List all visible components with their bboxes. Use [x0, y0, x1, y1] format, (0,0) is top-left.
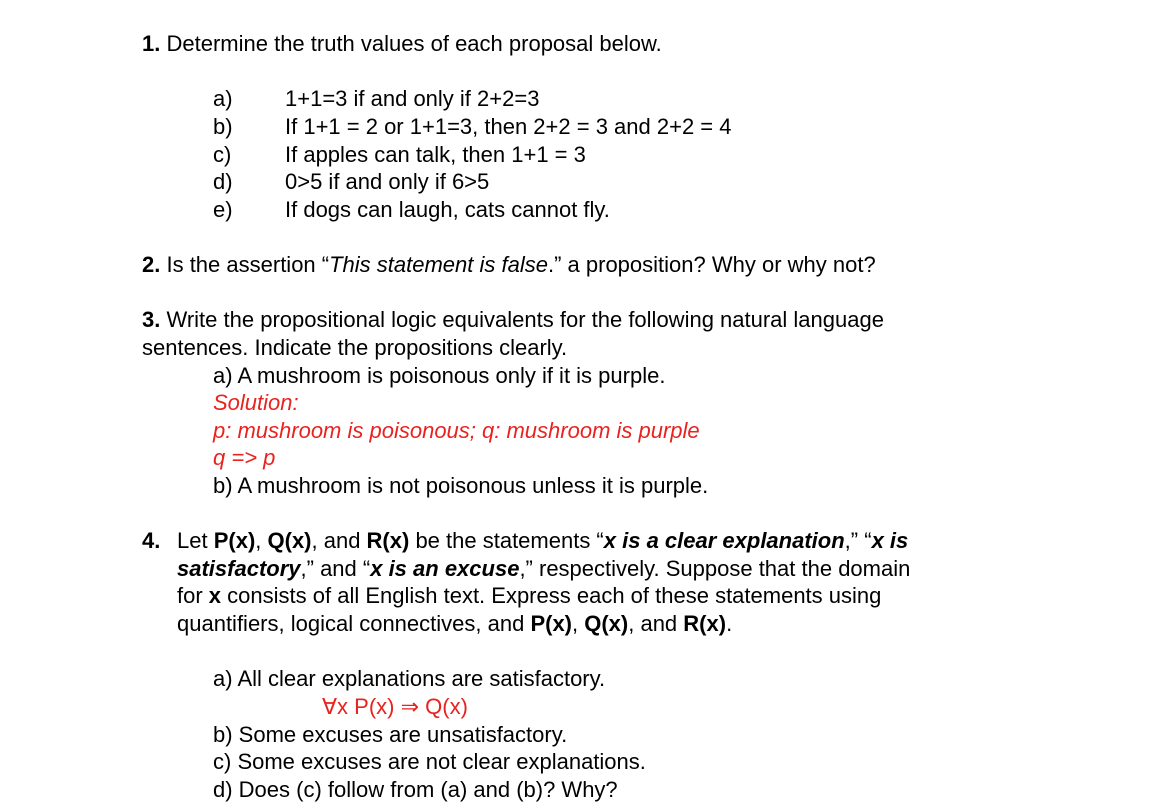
- q4-statement-q-end: satisfactory: [177, 556, 301, 581]
- q4-text: ,” and “: [300, 556, 371, 581]
- q1-item-text: 1+1=3 if and only if 2+2=3: [285, 86, 540, 111]
- q4-text: quantifiers, logical connectives, and: [177, 611, 531, 636]
- q1-item-b: [213, 114, 732, 140]
- q1-item-label: a): [213, 86, 233, 111]
- q4-number: 4.: [142, 528, 161, 553]
- q3-prompt-line1: [142, 307, 884, 333]
- q1-item-text: If dogs can laugh, cats cannot fly.: [285, 197, 610, 222]
- q4-line2: [177, 556, 910, 582]
- q4-text: Let: [177, 528, 214, 553]
- q4-text: ,: [572, 611, 585, 636]
- q4-answer-a: ∀x P(x) ⇒ Q(x): [322, 694, 468, 719]
- q3-item-b: b) A mushroom is not poisonous unless it is purple.: [213, 473, 709, 498]
- q4-text: ,: [255, 528, 268, 553]
- q4-p-x: P(x): [530, 611, 572, 636]
- q1-item-label: c): [213, 142, 232, 167]
- q3-number: 3.: [142, 307, 161, 332]
- q1-heading: [142, 31, 662, 57]
- q4-statement-r: x is an excuse: [370, 556, 520, 581]
- q1-item-c: [213, 142, 586, 168]
- q4-item-c: c) Some excuses are not clear explanations.: [213, 749, 646, 774]
- q4-text: , and: [311, 528, 367, 553]
- q4-text: ,” respectively. Suppose that the domain: [519, 556, 911, 581]
- q4-p-x: P(x): [213, 528, 256, 553]
- q4-statement-q-start: x is: [871, 528, 909, 553]
- q4-item-a: a) All clear explanations are satisfactory.: [213, 666, 606, 691]
- q1-item-text: 0>5 if and only if 6>5: [285, 169, 490, 194]
- q4-item-d: d) Does (c) follow from (a) and (b)? Why?: [213, 777, 618, 802]
- q1-item-d: [213, 169, 490, 195]
- q3-solution-formula: q => p: [213, 445, 276, 470]
- q1-number: 1.: [142, 31, 161, 56]
- q4-item-b: b) Some excuses are unsatisfactory.: [213, 722, 568, 747]
- q3-solution-propositions: p: mushroom is poisonous; q: mushroom is purple: [213, 418, 700, 443]
- q4-text: consists of all English text. Express each of these statements using: [221, 583, 882, 608]
- q1-item-e: [213, 197, 610, 223]
- q4-statement-p: x is a clear explanation: [603, 528, 845, 553]
- q4-text: , and: [628, 611, 684, 636]
- q4-text: be the statements “: [409, 528, 604, 553]
- q4-r-x: R(x): [683, 611, 727, 636]
- q2-number: 2.: [142, 252, 161, 277]
- q2-text-after: .” a proposition? Why or why not?: [547, 252, 876, 277]
- q4-line3: [177, 583, 881, 609]
- q3-item-a: a) A mushroom is poisonous only if it is purple.: [213, 363, 666, 388]
- q2-italic-assertion: This statement is false: [329, 252, 548, 277]
- q4-text: .: [726, 611, 733, 636]
- q4-q-x: Q(x): [584, 611, 629, 636]
- q3-prompt-text: Write the propositional logic equivalents for the following natural language: [160, 307, 884, 332]
- q1-item-label: e): [213, 197, 233, 222]
- q3-solution-label: Solution:: [213, 390, 299, 415]
- q2-text-before: Is the assertion “: [160, 252, 330, 277]
- q4-variable-x: x: [208, 583, 222, 608]
- q4-r-x: R(x): [366, 528, 410, 553]
- q1-item-text: If 1+1 = 2 or 1+1=3, then 2+2 = 3 and 2+2 = 4: [285, 114, 732, 139]
- q1-item-a: [213, 86, 540, 112]
- q1-item-label: b): [213, 114, 233, 139]
- q4-text: for: [177, 583, 209, 608]
- q4-q-x: Q(x): [267, 528, 312, 553]
- q1-item-text: If apples can talk, then 1+1 = 3: [285, 142, 586, 167]
- q1-prompt: Determine the truth values of each proposal below.: [166, 31, 662, 56]
- q4-text: ,” “: [844, 528, 872, 553]
- q1-item-label: d): [213, 169, 233, 194]
- q3-prompt-line2: sentences. Indicate the propositions clearly.: [142, 335, 568, 360]
- q2-text: [142, 252, 876, 278]
- q4-line4: [177, 611, 732, 637]
